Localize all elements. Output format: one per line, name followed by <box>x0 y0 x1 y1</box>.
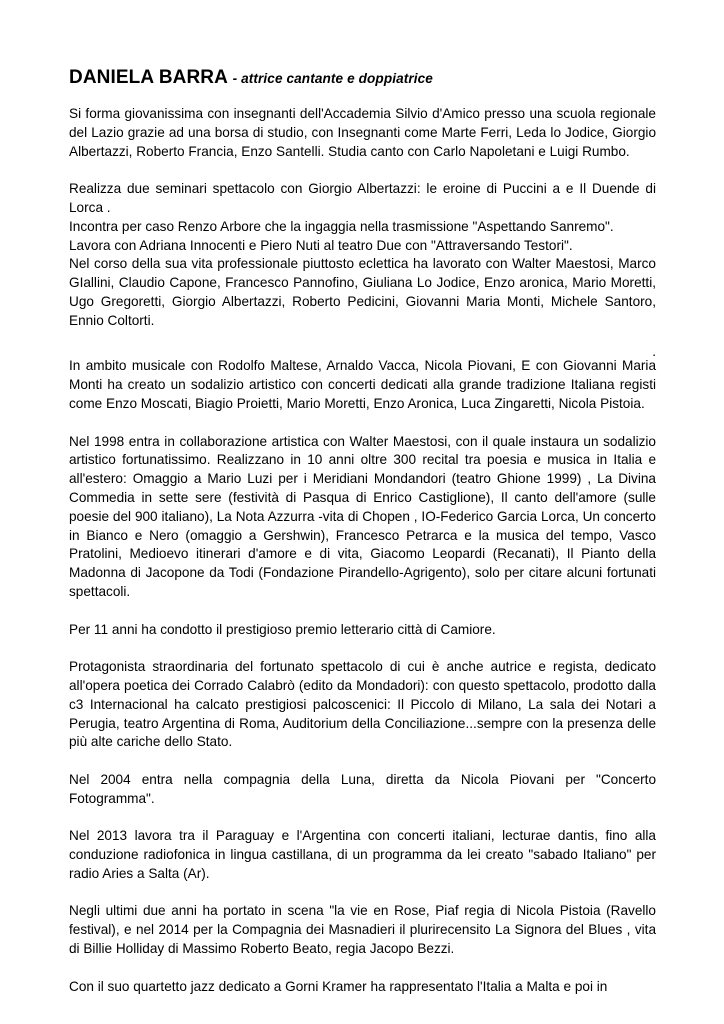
title-subtitle: - attrice cantante e doppiatrice <box>232 71 433 86</box>
paragraph: Lavora con Adriana Innocenti e Piero Nuti al teatro Due con "Attraversando Testori". <box>69 237 573 253</box>
paragraph: Protagonista straordinaria del fortunato spettacolo di cui è anche autrice e regista, dedicato all'opera poetica dei Corrado Calabrò (edito da Mondadori): con questo spettacolo, prodotto dalla c3 Internacional ha calcato prestigiosi palcoscenici: Il Piccolo di Milano, La sala dei Notari a Perugia, teatro Argentina di Roma, Auditorium della Conciliazione...sempre con la presenza delle più alte cariche dello Stato. <box>69 659 656 750</box>
paragraph: Nel 1998 entra in collaborazione artistica con Walter Maestosi, con il quale instaura un sodalizio artistico fortunatissimo. Realizzano in 10 anni oltre 300 recital tra poesia e musica in Italia e all'estero: Omaggio a Mario Luzi per i Meridiani Mondandori (teatro Ghione 1999) , La Divina Commedia in sette sere (festività di Pasqua di Enrico Castiglione), Il canto dell'amore (sulle poesie del 900 italiano), La Nota Azzurra -vita di Chopen , IO-Federico Garcia Lorca, Un concerto in Bianco e Nero (omaggio a Gershwin), Francesco Petrarca e la musica del tempo, Vasco Pratolini, Medioevo itinerari d'amore e di vita, Giacomo Leopardi (Recanati), Il Pianto della Madonna di Jacopone da Todi (Fondazione Pirandello-Agrigento), solo per citare alcuni fortunati spettacoli. <box>69 433 656 599</box>
paragraph: Nel 2004 entra nella compagnia della Luna, diretta da Nicola Piovani per "Concerto Fotogramma". <box>69 771 656 806</box>
paragraph-block-5 <box>69 621 656 640</box>
paragraph: Si forma giovanissima con insegnanti dell'Accademia Silvio d'Amico presso una scuola regionale del Lazio grazie ad una borsa di studio, con Insegnanti come Marte Ferri, Leda lo Jodice, Giorgio Albertazzi, Roberto Francia, Enzo Santelli. Studia canto con Carlo Napoletani e Luigi Rumbo. <box>69 106 656 159</box>
paragraph: Incontra per caso Renzo Arbore che la ingaggia nella trasmissione "Aspettando Sanremo". <box>69 218 614 234</box>
paragraph-block-6 <box>69 658 656 752</box>
title-name: DANIELA BARRA <box>69 67 228 88</box>
paragraph-block-4 <box>69 433 656 602</box>
paragraph-block-1 <box>69 105 656 161</box>
paragraph: Realizza due seminari spettacolo con Giorgio Albertazzi: le eroine di Puccini a e Il Duende di Lorca . <box>69 181 656 215</box>
document-title <box>69 66 656 91</box>
paragraph: Nel corso della sua vita professionale piuttosto eclettica ha lavorato con Walter Maestosi, Marco GIallini, Claudio Capone, Francesco Pannofino, Giuliana Lo Jodice, Enzo aronica, Mario Moretti, Ugo Gregoretti, Giorgio Albertazzi, Roberto Pedicini, Giovanni Maria Monti, Michele Santoro, Ennio Coltorti. <box>69 256 656 328</box>
paragraph-block-2 <box>69 180 656 330</box>
paragraph-block-7 <box>69 771 656 809</box>
paragraph: Negli ultimi due anni ha portato in scena "la vie en Rose, Piaf regia di Nicola Pistoia (Ravello festival), e nel 2014 per la Compagnia dei Masnadieri il plurirecensito La Signora del Blues , vita di Billie Holliday di Massimo Roberto Beato, regia Jacopo Bezzi. <box>69 903 656 957</box>
paragraph-block-10 <box>69 978 656 997</box>
paragraph: Con il suo quartetto jazz dedicato a Gorni Kramer ha rappresentato l'Italia a Malta e poi in <box>69 978 608 994</box>
paragraph-block-9 <box>69 902 656 958</box>
paragraph: Nel 2013 lavora tra il Paraguay e l'Argentina con concerti italiani, lecturae dantis, fino alla conduzione radiofonica in lingua castillana, di un programma da lei creato "sabado Italiano" per radio Aries a Salta (Ar). <box>69 828 656 881</box>
stray-dot: . <box>652 344 656 360</box>
paragraph: Per 11 anni ha condotto il prestigioso premio letterario città di Camiore. <box>69 621 496 637</box>
paragraph-block-3 <box>69 344 656 413</box>
paragraph-block-8 <box>69 827 656 883</box>
paragraph: In ambito musicale con Rodolfo Maltese, Arnaldo Vacca, Nicola Piovani, E con Giovanni Maria Monti ha creato un sodalizio artistico con concerti dedicati alla grande tradizione Italiana registi come Enzo Moscati, Biagio Proietti, Mario Moretti, Enzo Aronica, Luca Zingaretti, Nicola Pistoia. <box>69 358 656 411</box>
